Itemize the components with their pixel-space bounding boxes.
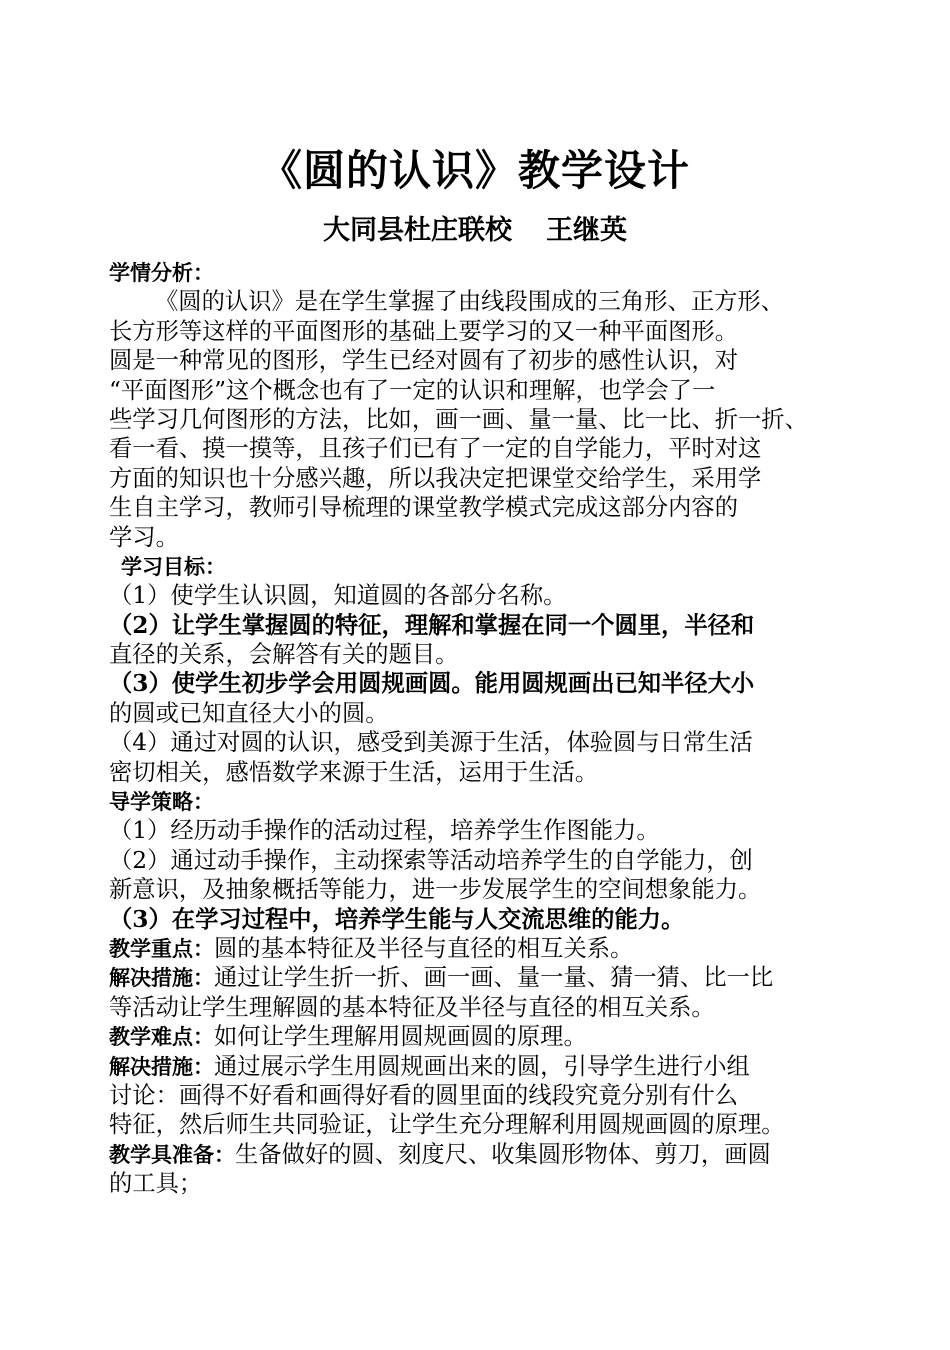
materials-line <box>109 1140 845 1169</box>
paragraph-line: 看一看、摸一摸等，且孩子们已有了一定的自学能力，平时对这 <box>109 435 762 463</box>
diff-solution-line <box>109 1052 845 1081</box>
author-school: 大同县杜庄联校 <box>323 215 512 246</box>
strategy-line: （3）在学习过程中，培养学生能与人交流思维的能力。 <box>109 905 685 933</box>
paragraph-line: 圆是一种常见的图形，学生已经对圆有了初步的感性认识，对 <box>109 347 739 375</box>
goal-line: （1）使学生认识圆，知道圆的各部分名称。 <box>109 582 567 610</box>
key-point-label: 教学重点： <box>109 936 214 961</box>
strategy-line: （1）经历动手操作的活动过程，培养学生作图能力。 <box>109 817 660 845</box>
paragraph-line: 学习。 <box>109 523 179 551</box>
key-solution-line <box>109 963 845 992</box>
diff-solution-text: 通过展示学生用圆规画出来的圆，引导学生进行小组 <box>214 1052 750 1080</box>
paragraph-line: “平面图形”这个概念也有了一定的认识和理解，也学会了一 <box>109 376 716 404</box>
goal-line: （3）使学生初步学会用圆规画圆。能用圆规画出已知半径大小 <box>109 670 755 698</box>
materials-text: 生备做好的圆、刻度尺、收集圆形物体、剪刀，画圆 <box>235 1140 771 1168</box>
difficulty-label: 教学难点： <box>109 1025 214 1050</box>
document-title: 《圆的认识》教学设计 <box>259 146 690 195</box>
document-body <box>109 258 845 1199</box>
goal-line: 直径的关系，会解答有关的题目。 <box>109 641 459 669</box>
strategy-line: （2）通过动手操作，主动探索等活动培养学生的自学能力，创 <box>109 846 753 874</box>
diff-solution-line: 讨论：画得不好看和画得好看的圆里面的线段究竟分别有什么 <box>109 1081 739 1109</box>
key-point-line <box>109 934 845 963</box>
key-solution-line: 等活动让学生理解圆的基本特征及半径与直径的相互关系。 <box>109 993 715 1021</box>
diff-solution-label: 解决措施： <box>109 1054 214 1079</box>
difficulty-line <box>109 1022 845 1051</box>
author-name: 王继英 <box>546 215 627 246</box>
strategy-line: 新意识，及抽象概括等能力，进一步发展学生的空间想象能力。 <box>109 876 762 904</box>
section-heading-strategy: 导学策略： <box>109 790 214 815</box>
section-heading-analysis: 学情分析： <box>109 261 214 285</box>
paragraph-line: 方面的知识也十分感兴趣，所以我决定把课堂交给学生，采用学 <box>109 464 762 492</box>
key-point-text: 圆的基本特征及半径与直径的相互关系。 <box>214 934 634 962</box>
diff-solution-line: 特征，然后师生共同验证，让学生充分理解利用圆规画圆的原理。 <box>109 1111 785 1139</box>
paragraph-line: 些学习几何图形的方法，比如，画一画、量一量、比一比、折一折、 <box>109 405 808 433</box>
key-solution-label: 解决措施： <box>109 966 214 991</box>
goal-line: （2）让学生掌握圆的特征，理解和掌握在同一个圆里，半径和 <box>109 611 755 639</box>
difficulty-text: 如何让学生理解用圆规画圆的原理。 <box>214 1023 587 1051</box>
paragraph-line: 长方形等这样的平面图形的基础上要学习的又一种平面图形。 <box>109 317 739 345</box>
goal-line: 的圆或已知直径大小的圆。 <box>109 699 389 727</box>
section-heading-goals: 学习目标： <box>121 554 226 579</box>
materials-label: 教学具准备： <box>109 1142 235 1167</box>
paragraph-line: 生自主学习，教师引导梳理的课堂教学模式完成这部分内容的 <box>109 494 739 522</box>
materials-line: 的工具； <box>109 1170 203 1198</box>
key-solution-text: 通过让学生折一折、画一画、量一量、猜一猜、比一比 <box>214 964 774 992</box>
paragraph-line: 《圆的认识》是在学生掌握了由线段围成的三角形、正方形、 <box>155 288 785 316</box>
goal-line: （4）通过对圆的认识，感受到美源于生活，体验圆与日常生活 <box>109 729 753 757</box>
goal-line: 密切相关，感悟数学来源于生活，运用于生活。 <box>109 758 599 786</box>
author-line <box>0 211 950 251</box>
